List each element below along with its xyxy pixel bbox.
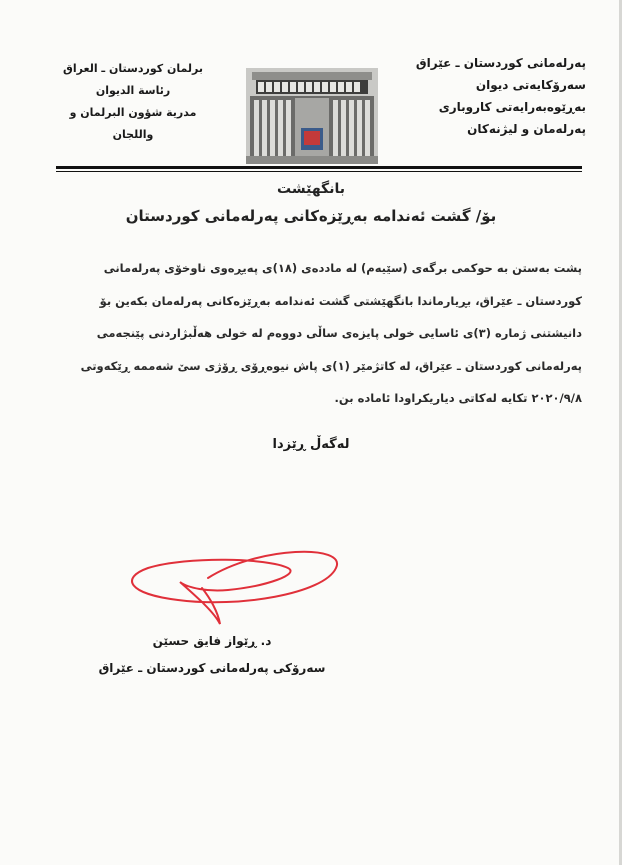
- document-title: بانگهێشت: [277, 181, 345, 197]
- body-line-2: کوردستان ـ عێراق، بڕیارماندا بانگهێشتی گشت ئەندامە بەڕێزەکانی پەرلەمان بکەین بۆ: [99, 293, 582, 308]
- header-arabic: [58, 58, 208, 146]
- header-arabic-line-1: برلمان كوردستان ـ العراق: [63, 62, 203, 75]
- header-kurdish-line-4: پەرلەمان و لیژنەکان: [467, 122, 586, 136]
- document-body: [78, 252, 582, 415]
- signer-name: د. ڕێواز فایق حسێن: [152, 634, 272, 648]
- header-kurdish: [366, 52, 586, 140]
- header-divider-thin: [56, 171, 582, 172]
- header-divider-thick: [56, 166, 582, 169]
- header-arabic-line-2: رئاسة الديوان: [95, 84, 171, 97]
- body-line-5: ٢٠٢٠/٩/٨ تکایە لەکاتی دیاریکراودا ئامادە بن.: [334, 391, 582, 405]
- body-line-3: دانیشتنی ژمارە (٣)ی ئاسایی خولی پایزەی ساڵی دووەم لە خولی هەڵبژاردنی پێنجەمی: [96, 326, 582, 340]
- closing-salutation: لەگەڵ ڕێزدا: [272, 437, 350, 452]
- header-kurdish-line-1: پەرلەمانی کوردستان ـ عێراق: [415, 56, 586, 70]
- parliament-building-icon: [246, 68, 378, 164]
- header-kurdish-line-3: بەڕێوەبەرایەتی کاروباری: [438, 100, 586, 114]
- body-line-4: پەرلەمانی کوردستان ـ عێراق، لە کاتژمێر (١)ی پاش نیوەڕۆی ڕۆژی سێ شەممە ڕێکەوتی: [80, 358, 582, 373]
- signer-position: سەرۆکی پەرلەمانی کوردستان ـ عێراق: [98, 661, 326, 675]
- header-arabic-line-3: مدرية شؤون البرلمان و واللجان: [69, 106, 197, 141]
- signature-mark: [118, 538, 350, 630]
- signer-block: [96, 628, 328, 682]
- header-kurdish-line-2: سەرۆکایەتی دیوان: [475, 78, 586, 92]
- body-line-1: پشت بەستن بە حوکمی برگەی (سێیەم) لە ماددەی (١٨)ی پەیڕەوی ناوخۆی پەرلەمانی: [103, 261, 582, 275]
- document-addressee: بۆ/ گشت ئەندامە بەڕێزەکانی پەرلەمانی کوردستان: [125, 207, 497, 225]
